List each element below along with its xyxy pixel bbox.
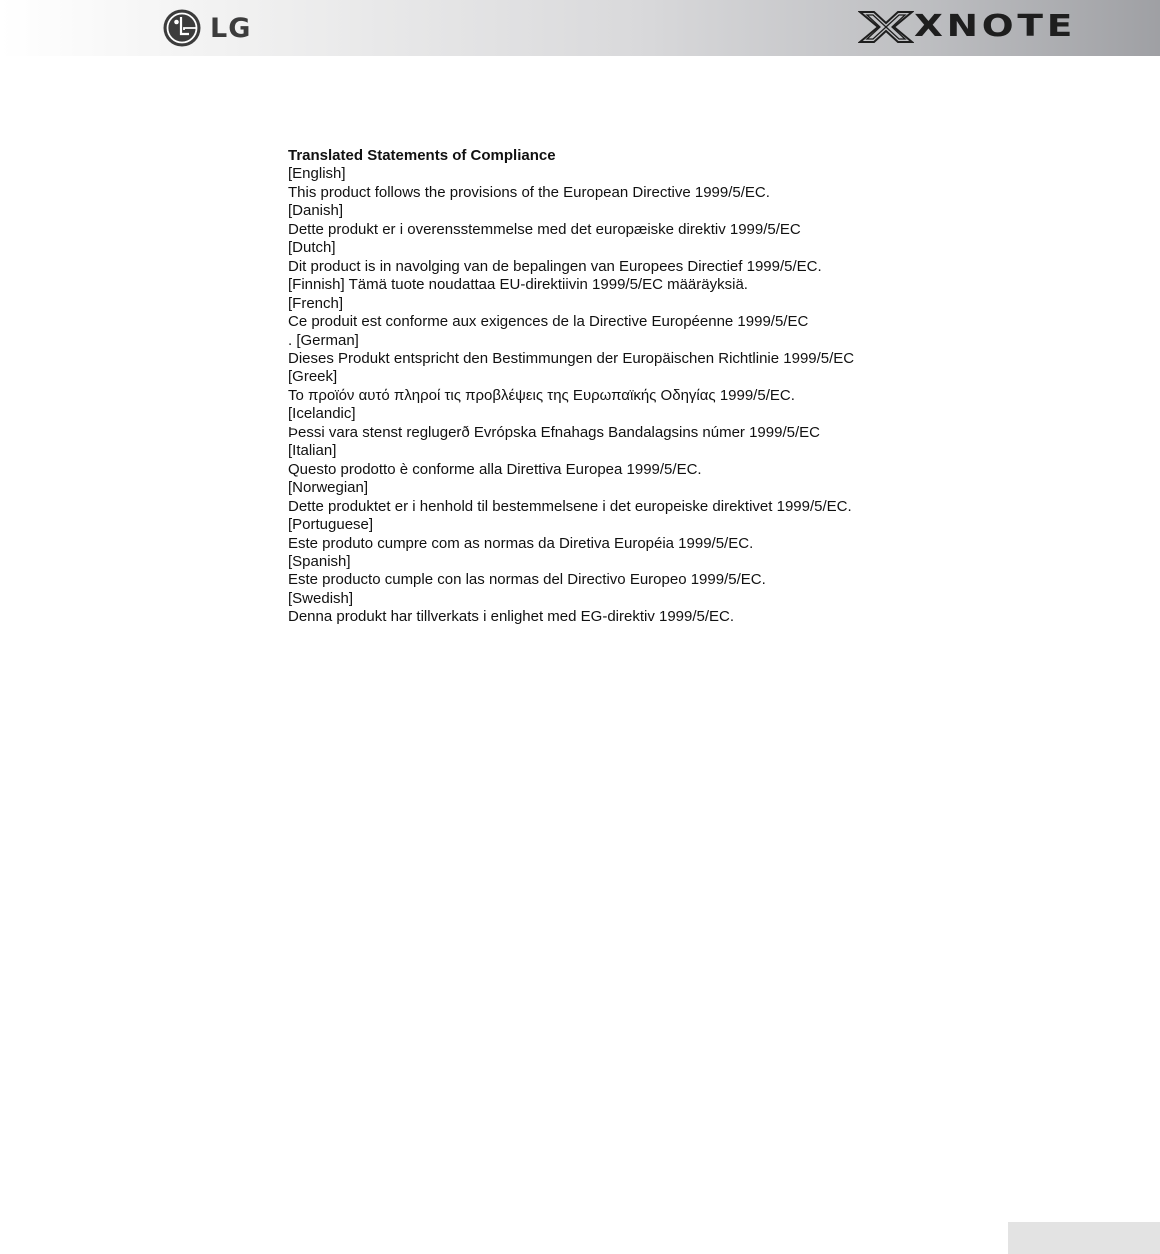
text-line: [Portuguese] — [288, 516, 374, 534]
text-line: Þessi vara stenst reglugerð Evrópska Efnahags Bandalagsins númer 1999/5/EC — [288, 423, 820, 441]
text-line: Dieses Produkt entspricht den Bestimmungen der Europäischen Richtlinie 1999/5/EC — [288, 349, 855, 367]
text-line: [Italian] — [288, 442, 337, 460]
page-corner-tab — [1008, 1222, 1160, 1254]
header-band — [0, 0, 1160, 56]
text-line: [Swedish] — [288, 589, 354, 607]
lg-face-icon — [162, 8, 202, 48]
text-line: This product follows the provisions of the European Directive 1999/5/EC. — [288, 183, 770, 201]
text-line: [Spanish] — [288, 552, 351, 570]
text-line: Dette produktet er i henhold til bestemmelsene i det europeiske direktivet 1999/5/EC. — [288, 497, 852, 515]
xnote-x-icon — [858, 11, 914, 43]
text-line: Este producto cumple con las normas del Directivo Europeo 1999/5/EC. — [288, 571, 766, 589]
document-title: Translated Statements of Compliance — [288, 147, 556, 164]
xnote-wordmark: XNOTE — [914, 9, 1077, 44]
text-line: Este produto cumpre com as normas da Diretiva Européia 1999/5/EC. — [288, 534, 754, 552]
lg-logo — [162, 8, 251, 48]
text-line: Questo prodotto è conforme alla Direttiva Europea 1999/5/EC. — [288, 460, 702, 478]
text-line: Dit product is in navolging van de bepalingen van Europees Directief 1999/5/EC. — [288, 257, 822, 275]
text-line: [French] — [288, 294, 344, 312]
text-line: [Finnish] Tämä tuote noudattaa EU-direktiivin 1999/5/EC määräyksiä. — [288, 276, 748, 294]
text-line: Το προϊόν αυτό πληροί τις προβλέψεις της Ευρωπαϊκής Οδηγίας 1999/5/EC. — [288, 386, 795, 404]
text-line: [English] — [288, 165, 346, 183]
text-line: [Danish] — [288, 202, 344, 220]
lg-wordmark: LG — [210, 12, 252, 44]
text-line: Denna produkt har tillverkats i enlighet med EG-direktiv 1999/5/EC. — [288, 608, 735, 626]
xnote-logo — [858, 9, 1077, 44]
text-line: . [German] — [288, 331, 359, 349]
text-line: [Norwegian] — [288, 479, 369, 497]
text-line: [Icelandic] — [288, 405, 356, 423]
text-line: Ce produit est conforme aux exigences de la Directive Européenne 1999/5/EC — [288, 313, 809, 331]
text-line: Dette produkt er i overensstemmelse med det europæiske direktiv 1999/5/EC — [288, 220, 801, 238]
text-line: [Dutch] — [288, 239, 336, 257]
compliance-statements — [288, 147, 888, 627]
text-line: [Greek] — [288, 368, 338, 386]
